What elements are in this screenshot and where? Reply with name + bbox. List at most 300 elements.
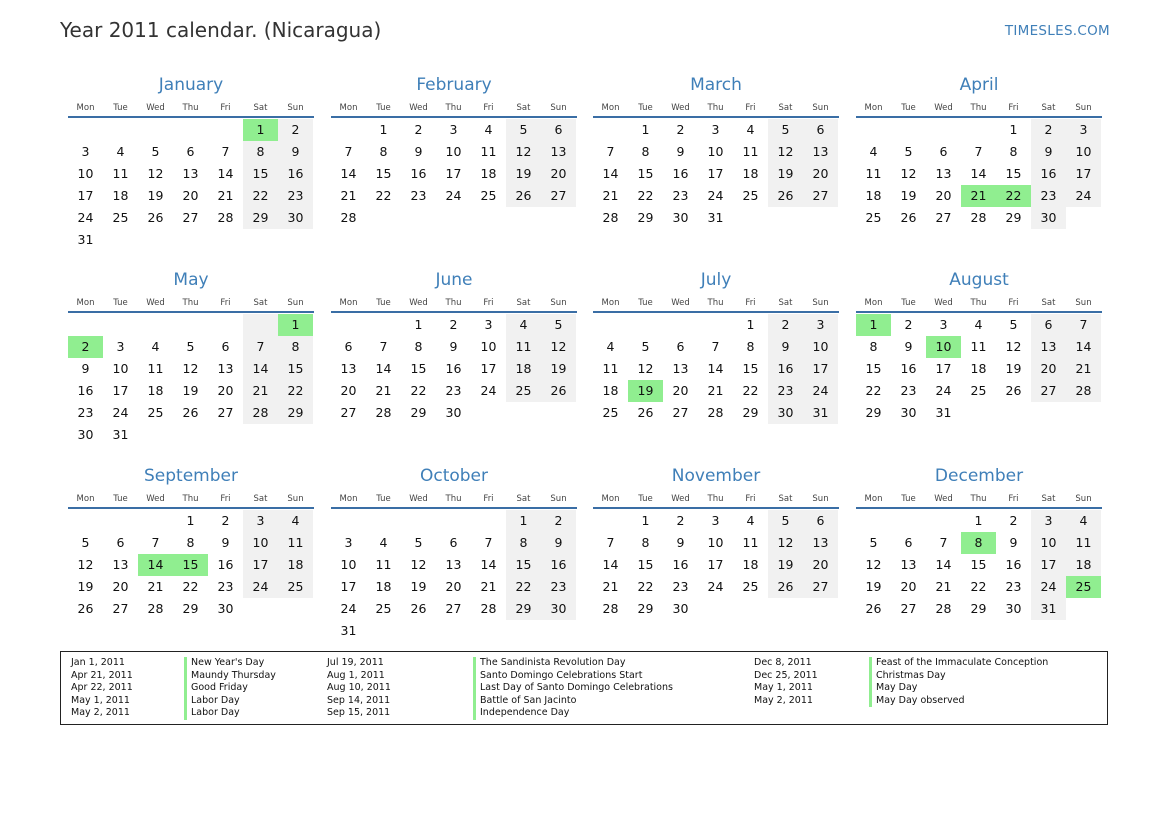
weekday-label: Wed [934,494,953,504]
day-cell: 6 [116,535,125,550]
day-cell: 16 [900,361,917,376]
holiday-day-cell: 25 [1066,576,1101,598]
empty-cell [366,510,401,532]
day-cell: 5 [904,144,913,159]
day-cell: 23 [768,380,803,402]
weekday-header [593,295,839,313]
day-cell: 17 [112,383,129,398]
day-cell: 16 [541,554,576,576]
day-cell: 16 [410,166,427,181]
day-cell: 17 [1031,554,1066,576]
day-cell: 16 [672,166,689,181]
day-cell: 24 [77,210,94,225]
day-cell: 20 [672,383,689,398]
empty-cell [173,119,208,141]
day-cell: 2 [414,122,423,137]
day-cell: 9 [81,361,90,376]
day-cell: 27 [803,576,838,598]
month-name: September [144,466,238,486]
empty-cell [471,510,506,532]
day-cell: 14 [480,557,497,572]
holiday-date: May 1, 2011 [754,682,813,694]
day-cell: 30 [217,601,234,616]
day-cell: 15 [375,166,392,181]
empty-cell [926,510,961,532]
weekday-label: Sat [778,103,793,113]
holiday-day-cell: 1 [856,314,891,336]
day-cell: 19 [768,163,803,185]
empty-cell [173,424,208,446]
month-name: June [435,270,473,290]
weekday-label: Sat [1041,103,1056,113]
holiday-date: Dec 25, 2011 [754,669,818,681]
month-name: November [671,466,761,486]
weekday-label: Sun [287,103,304,113]
weekday-label: Thu [445,103,462,113]
day-cell: 27 [182,210,199,225]
day-cell: 19 [1005,361,1022,376]
holiday-date: Aug 1, 2011 [327,669,385,681]
day-cell: 5 [186,339,195,354]
weekday-header [856,100,1102,118]
weekday-label: Fri [1008,298,1019,308]
empty-cell [733,207,768,229]
weekday-label: Wed [671,103,690,113]
day-cell: 26 [182,405,199,420]
day-cell: 15 [742,361,759,376]
day-cell: 18 [278,554,313,576]
day-cell: 14 [935,557,952,572]
month-name: August [949,270,1009,290]
day-cell: 14 [217,166,234,181]
day-grid [593,314,839,424]
day-cell: 20 [340,383,357,398]
holiday-date: Jul 19, 2011 [327,657,384,668]
day-cell: 26 [768,576,803,598]
empty-cell [208,424,243,446]
holiday-name: Christmas Day [869,670,1048,683]
empty-cell [138,119,173,141]
day-cell: 7 [711,339,720,354]
holiday-names-col-3 [869,657,1048,707]
day-cell: 12 [637,361,654,376]
day-cell: 14 [243,358,278,380]
month-name: May [173,270,209,290]
month-name: April [959,75,999,95]
day-cell: 13 [112,557,129,572]
day-cell: 12 [506,141,541,163]
day-cell: 19 [541,358,576,380]
day-cell: 5 [768,510,803,532]
day-cell: 7 [1066,314,1101,336]
empty-cell [68,314,103,336]
month-july [593,265,839,424]
day-cell: 28 [970,210,987,225]
day-cell: 3 [711,122,720,137]
day-cell: 9 [449,339,458,354]
day-cell: 8 [278,336,313,358]
weekday-label: Sun [812,103,829,113]
day-cell: 9 [676,535,685,550]
day-cell: 4 [506,314,541,336]
day-cell: 16 [672,557,689,572]
day-cell: 8 [414,339,423,354]
weekday-label: Thu [970,298,987,308]
day-cell: 8 [641,144,650,159]
day-cell: 1 [974,513,983,528]
day-cell: 3 [116,339,125,354]
empty-cell [471,402,506,424]
day-cell: 6 [449,535,458,550]
day-cell: 23 [445,383,462,398]
weekday-label: Sun [550,103,567,113]
holiday-name: Good Friday [184,682,276,695]
day-grid [331,119,577,229]
day-cell: 21 [602,188,619,203]
day-cell: 27 [445,601,462,616]
day-cell: 24 [803,380,838,402]
day-cell: 12 [182,361,199,376]
day-cell: 13 [803,141,838,163]
weekday-label: Tue [376,103,391,113]
day-cell: 23 [77,405,94,420]
month-name: January [158,75,224,95]
day-cell: 13 [445,557,462,572]
day-cell: 29 [1005,210,1022,225]
weekday-label: Sun [1075,298,1092,308]
day-cell: 13 [935,166,952,181]
day-cell: 2 [676,122,685,137]
day-cell: 2 [221,513,230,528]
day-cell: 26 [410,601,427,616]
weekday-label: Wed [409,103,428,113]
day-cell: 8 [1009,144,1018,159]
day-cell: 17 [707,557,724,572]
weekday-label: Wed [409,494,428,504]
holiday-dates-col-1 [71,657,133,720]
day-cell: 23 [1031,185,1066,207]
day-cell: 27 [112,601,129,616]
day-cell: 1 [186,513,195,528]
day-cell: 1 [641,122,650,137]
weekday-label: Wed [934,103,953,113]
day-cell: 30 [541,598,576,620]
day-cell: 12 [900,166,917,181]
day-cell: 19 [506,163,541,185]
day-cell: 30 [1005,601,1022,616]
day-cell: 24 [707,188,724,203]
empty-cell [961,402,996,424]
day-cell: 11 [602,361,619,376]
weekday-label: Wed [146,298,165,308]
weekday-label: Fri [220,298,231,308]
empty-cell [1031,402,1066,424]
day-cell: 17 [935,361,952,376]
weekday-label: Sat [778,298,793,308]
day-cell: 26 [865,601,882,616]
day-cell: 11 [506,336,541,358]
day-cell: 9 [1009,535,1018,550]
day-cell: 28 [217,210,234,225]
day-cell: 2 [1031,119,1066,141]
day-cell: 6 [221,339,230,354]
day-cell: 19 [182,383,199,398]
empty-cell [401,620,436,642]
day-cell: 26 [77,601,94,616]
weekday-label: Sat [253,298,268,308]
empty-cell [243,314,278,336]
weekday-label: Sun [287,298,304,308]
day-cell: 30 [77,427,94,442]
day-cell: 18 [865,188,882,203]
empty-cell [698,314,733,336]
day-cell: 20 [900,579,917,594]
weekday-header [331,100,577,118]
empty-cell [803,207,838,229]
day-cell: 8 [243,141,278,163]
day-cell: 9 [768,336,803,358]
empty-cell [208,229,243,251]
day-cell: 21 [243,380,278,402]
day-cell: 28 [935,601,952,616]
holiday-name: The Sandinista Revolution Day [473,657,673,670]
day-cell: 3 [449,122,458,137]
day-cell: 28 [480,601,497,616]
empty-cell [103,119,138,141]
weekday-label: Mon [76,494,95,504]
weekday-label: Tue [376,298,391,308]
day-cell: 27 [935,210,952,225]
day-cell: 23 [217,579,234,594]
weekday-label: Mon [339,298,358,308]
day-cell: 7 [344,144,353,159]
day-cell: 16 [768,358,803,380]
weekday-header [68,491,314,509]
day-cell: 20 [1031,358,1066,380]
day-cell: 18 [970,361,987,376]
empty-cell [103,510,138,532]
weekday-label: Mon [864,494,883,504]
weekday-label: Mon [864,298,883,308]
weekday-label: Tue [113,494,128,504]
day-cell: 25 [147,405,164,420]
day-cell: 12 [541,336,576,358]
empty-cell [208,119,243,141]
day-cell: 18 [742,557,759,572]
day-cell: 18 [742,166,759,181]
day-cell: 2 [278,119,313,141]
day-cell: 27 [803,185,838,207]
holiday-name: Labor Day [184,707,276,720]
weekday-header [856,295,1102,313]
day-cell: 22 [375,188,392,203]
day-cell: 11 [1066,532,1101,554]
day-cell: 21 [340,188,357,203]
weekday-label: Sun [287,494,304,504]
day-cell: 14 [1066,336,1101,358]
day-cell: 3 [939,317,948,332]
holiday-date: May 2, 2011 [754,694,813,706]
day-cell: 13 [900,557,917,572]
day-cell: 31 [112,427,129,442]
day-cell: 22 [637,188,654,203]
weekday-label: Tue [376,494,391,504]
weekday-label: Fri [1008,103,1019,113]
month-june [331,265,577,424]
day-cell: 25 [112,210,129,225]
holiday-name: Feast of the Immaculate Conception [869,657,1048,670]
site-link[interactable]: TIMESLES.COM [1004,23,1110,39]
weekday-label: Sat [516,494,531,504]
holiday-day-cell: 15 [173,554,208,576]
holiday-day-cell: 22 [996,185,1031,207]
day-cell: 20 [935,188,952,203]
empty-cell [401,207,436,229]
day-cell: 26 [506,185,541,207]
day-cell: 3 [484,317,493,332]
day-cell: 7 [379,339,388,354]
empty-cell [698,598,733,620]
day-cell: 15 [865,361,882,376]
day-cell: 7 [974,144,983,159]
day-cell: 7 [606,535,615,550]
weekday-label: Wed [934,298,953,308]
day-cell: 1 [506,510,541,532]
empty-cell [138,510,173,532]
day-cell: 1 [1009,122,1018,137]
weekday-label: Thu [707,494,724,504]
weekday-label: Tue [901,494,916,504]
weekday-label: Mon [339,103,358,113]
holiday-day-cell: 10 [926,336,961,358]
weekday-label: Tue [901,103,916,113]
day-cell: 22 [637,579,654,594]
empty-cell [208,314,243,336]
day-cell: 5 [414,535,423,550]
day-cell: 27 [340,405,357,420]
day-cell: 24 [480,383,497,398]
weekday-label: Fri [220,103,231,113]
day-cell: 18 [602,383,619,398]
day-cell: 4 [379,535,388,550]
day-cell: 1 [641,513,650,528]
empty-cell [243,424,278,446]
day-cell: 29 [182,601,199,616]
day-cell: 12 [768,532,803,554]
empty-cell [768,598,803,620]
day-cell: 28 [602,601,619,616]
weekday-label: Fri [483,298,494,308]
day-cell: 29 [865,405,882,420]
empty-cell [331,314,366,336]
day-cell: 12 [147,166,164,181]
day-cell: 23 [541,576,576,598]
day-cell: 25 [742,579,759,594]
day-grid [68,119,314,251]
day-cell: 10 [803,336,838,358]
weekday-label: Tue [638,103,653,113]
day-cell: 9 [221,535,230,550]
day-cell: 28 [147,601,164,616]
day-cell: 26 [900,210,917,225]
day-cell: 8 [379,144,388,159]
weekday-label: Wed [409,298,428,308]
day-cell: 3 [803,314,838,336]
day-cell: 7 [243,336,278,358]
empty-cell [663,314,698,336]
month-name: February [416,75,492,95]
day-cell: 11 [278,532,313,554]
day-cell: 17 [803,358,838,380]
day-cell: 3 [81,144,90,159]
day-cell: 21 [480,579,497,594]
weekday-label: Sun [812,298,829,308]
weekday-label: Tue [901,298,916,308]
empty-cell [733,598,768,620]
day-cell: 31 [935,405,952,420]
month-may [68,265,314,446]
day-cell: 5 [768,119,803,141]
day-cell: 12 [77,557,94,572]
empty-cell [331,119,366,141]
day-cell: 29 [278,402,313,424]
day-cell: 11 [147,361,164,376]
day-cell: 29 [410,405,427,420]
day-cell: 7 [221,144,230,159]
day-cell: 19 [77,579,94,594]
empty-cell [138,424,173,446]
weekday-label: Mon [601,494,620,504]
month-september [68,461,314,620]
weekday-label: Fri [745,103,756,113]
day-cell: 14 [602,557,619,572]
day-cell: 13 [340,361,357,376]
day-cell: 23 [1005,579,1022,594]
day-cell: 16 [278,163,313,185]
day-cell: 20 [112,579,129,594]
weekday-label: Thu [445,494,462,504]
empty-cell [1066,402,1101,424]
day-cell: 29 [742,405,759,420]
empty-cell [628,314,663,336]
day-cell: 23 [278,185,313,207]
day-cell: 3 [711,513,720,528]
day-cell: 18 [112,188,129,203]
day-cell: 15 [637,557,654,572]
day-cell: 25 [742,188,759,203]
day-cell: 24 [1031,576,1066,598]
day-cell: 25 [602,405,619,420]
day-cell: 24 [243,576,278,598]
day-cell: 18 [506,358,541,380]
day-cell: 23 [410,188,427,203]
empty-cell [401,510,436,532]
day-cell: 10 [243,532,278,554]
day-cell: 30 [672,210,689,225]
holiday-name: May Day [869,682,1048,695]
day-cell: 24 [340,601,357,616]
day-cell: 3 [1031,510,1066,532]
day-cell: 14 [970,166,987,181]
day-cell: 21 [602,579,619,594]
empty-cell [856,510,891,532]
day-cell: 9 [414,144,423,159]
day-grid [331,510,577,642]
weekday-label: Sun [812,494,829,504]
day-cell: 13 [217,361,234,376]
holiday-date: Jan 1, 2011 [71,657,125,668]
day-cell: 26 [147,210,164,225]
